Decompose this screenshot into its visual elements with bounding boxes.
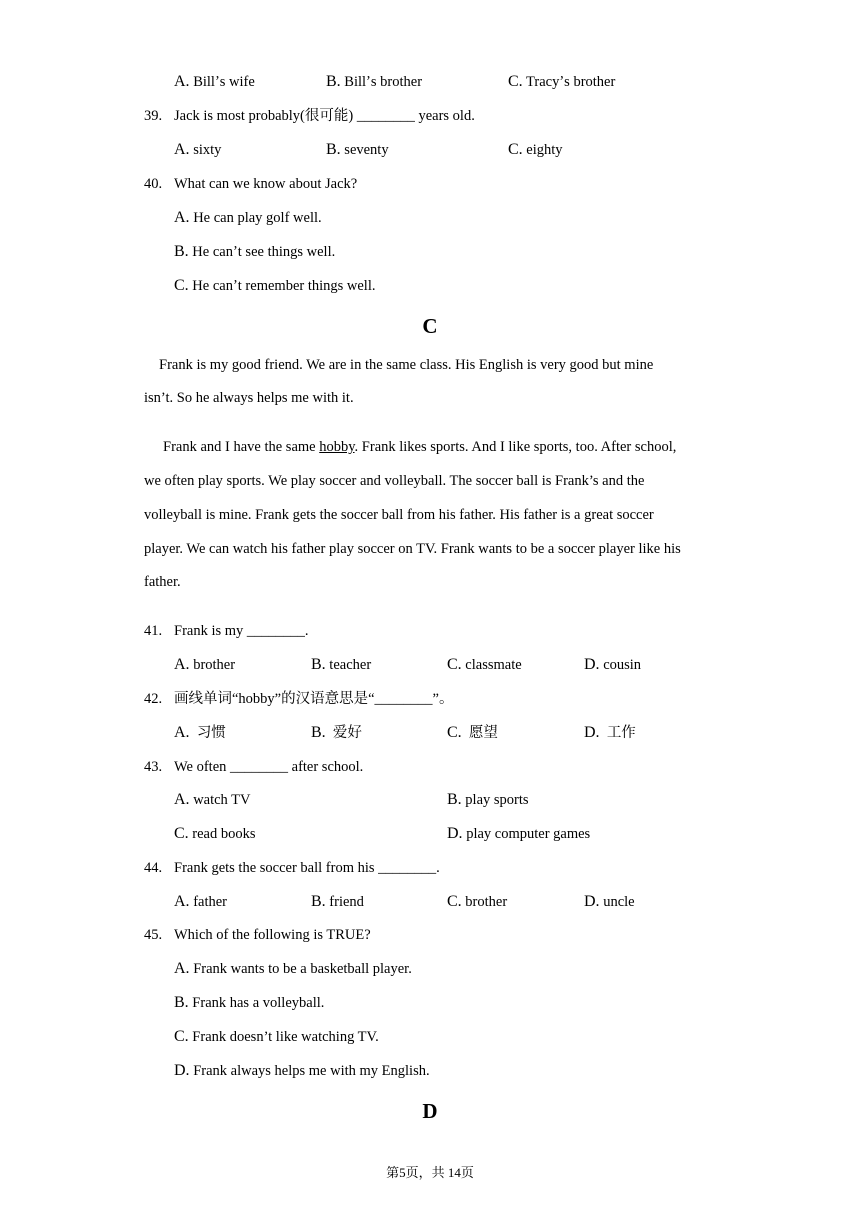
q44-option-c: C. brother — [447, 893, 508, 910]
q44-option-b: B. friend — [311, 893, 364, 910]
q43-stem: We often ________ after school. — [174, 759, 364, 775]
q43-number: 43. — [144, 759, 163, 775]
q43-option-d: D. play computer games — [447, 825, 591, 842]
q40-stem: What can we know about Jack? — [174, 176, 358, 192]
q42-option-a: A. 习惯 — [174, 724, 226, 741]
q38-option-c: C. Tracyʼs brother — [508, 73, 616, 90]
q40-option-c: C. He canʼt remember things well. — [174, 277, 376, 294]
passage-p1-line1: Frank is my good friend. We are in the same class. His English is very good but mine — [159, 357, 654, 373]
passage-p1-line2: isn’t. So he always helps me with it. — [144, 390, 354, 406]
page-footer: 第5页，共 14页 — [386, 1165, 474, 1180]
q42-option-b: B. 爱好 — [311, 724, 362, 741]
q45-option-c: C. Frank doesn’t like watching TV. — [174, 1028, 379, 1045]
q44-number: 44. — [144, 860, 163, 876]
q45-option-d: D. Frank always helps me with my English. — [174, 1062, 430, 1079]
q41-number: 41. — [144, 623, 163, 639]
section-c-heading: C — [422, 314, 438, 338]
q44-option-a: A. father — [174, 893, 227, 910]
passage-p2-line2: we often play sports. We play soccer and volleyball. The soccer ball is Frank’s and the — [144, 473, 645, 489]
q41-option-c: C. classmate — [447, 656, 522, 673]
passage-p2-line4: player. We can watch his father play soccer on TV. Frank wants to be a soccer player like his — [144, 541, 681, 557]
q40-option-b: B. He canʼt see things well. — [174, 243, 336, 260]
q38-option-b: B. Billʼs brother — [326, 73, 423, 90]
q41-option-b: B. teacher — [311, 656, 372, 673]
q39-number: 39. — [144, 108, 163, 124]
q39-option-b: B. seventy — [326, 141, 389, 158]
q42-number: 42. — [144, 691, 163, 707]
q38-option-a: A. Billʼs wife — [174, 73, 255, 90]
q42-option-c: C. 愿望 — [447, 724, 498, 741]
section-d-heading: D — [422, 1099, 438, 1123]
q45-stem: Which of the following is TRUE? — [174, 927, 371, 943]
underlined-word-hobby: hobby — [319, 439, 355, 455]
passage-p2-line5: father. — [144, 574, 181, 590]
q44-stem: Frank gets the soccer ball from his ________. — [174, 860, 440, 876]
passage-p2-line1: Frank and I have the same hobby. Frank likes sports. And I like sports, too. After school, — [163, 439, 677, 455]
q41-option-a: A. brother — [174, 656, 236, 673]
q39-option-c: C. eighty — [508, 141, 563, 158]
q42-stem: 画线单词“hobby”的汉语意思是“________”。 — [174, 691, 454, 707]
q45-number: 45. — [144, 927, 163, 943]
q43-option-c: C. read books — [174, 825, 256, 842]
q40-option-a: A. He can play golf well. — [174, 209, 322, 226]
q45-option-b: B. Frank has a volleyball. — [174, 994, 325, 1011]
q45-option-a: A. Frank wants to be a basketball player. — [174, 960, 412, 977]
q40-number: 40. — [144, 176, 163, 192]
q39-option-a: A. sixty — [174, 141, 222, 158]
passage-p2-line3: volleyball is mine. Frank gets the soccer ball from his father. His father is a great soccer — [144, 507, 654, 523]
q43-option-a: A. watch TV — [174, 791, 251, 808]
q43-option-b: B. play sports — [447, 791, 529, 808]
q44-option-d: D. uncle — [584, 893, 635, 910]
q41-stem: Frank is my ________. — [174, 623, 309, 639]
q42-option-d: D. 工作 — [584, 724, 636, 741]
q39-stem: Jack is most probably(很可能) ________ years old. — [174, 108, 475, 124]
q41-option-d: D. cousin — [584, 656, 642, 673]
